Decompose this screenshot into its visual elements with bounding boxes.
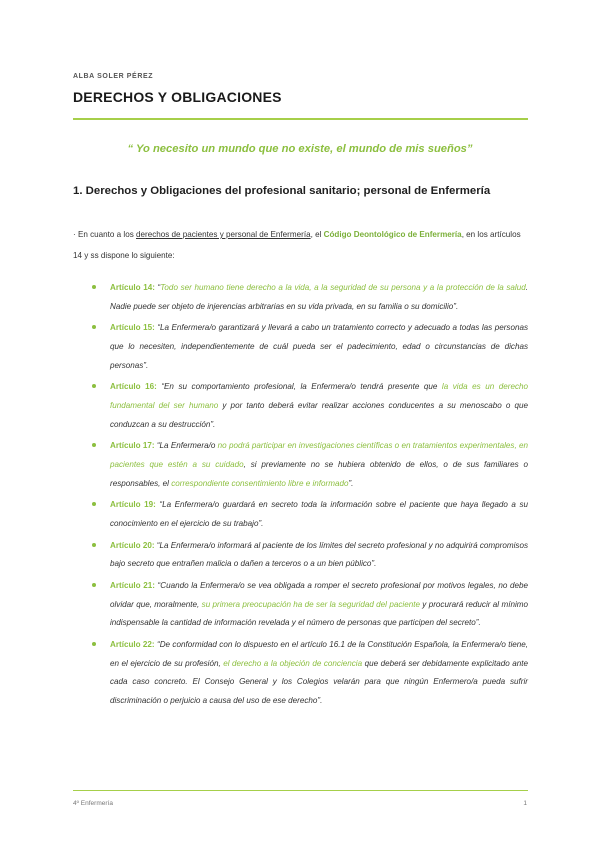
bullet-icon — [92, 443, 96, 447]
article-label: Artículo 22: — [110, 640, 155, 649]
article-highlight: Todo ser humano tiene derecho a la vida, a la seguridad de su persona y a la protección de la salud — [160, 283, 526, 292]
page-number: 1 — [523, 800, 527, 807]
article-text: “De conformidad con lo dispuesto en el artículo 16.1 de la Constitución Española, la Enfermera/o tiene, en el ejercicio de su profesión, — [110, 640, 528, 668]
bullet-icon — [92, 384, 96, 388]
article-highlight: el derecho a la objeción de conciencia — [223, 658, 363, 668]
article-text: y por tanto deberá evitar realizar acciones conducentes a su menoscabo o que conduzcan a su destrucción”. — [110, 400, 528, 429]
bullet-icon — [92, 543, 96, 547]
article-label: Artículo 17: — [110, 441, 155, 451]
article-label: Artículo 15: — [110, 323, 155, 333]
intro-underlined-text: derechos de pacientes y personal de Enfermería — [136, 230, 311, 239]
title-divider — [73, 118, 528, 120]
article-text: “La Enfermera/o — [154, 441, 218, 451]
intro-text-3: , en los artículos 14 y ss dispone lo siguiente: — [73, 230, 521, 260]
article-text: ”. — [348, 478, 354, 488]
list-item — [92, 437, 528, 493]
list-item — [92, 537, 528, 574]
bullet-icon — [92, 325, 96, 329]
article-text: que deberá ser debidamente explicitado ante cada caso concreto. El Consejo General y los Colegios velarán para que ningún Enfermero/a pueda sufrir discriminación o perjuicio a causa del uso de ese derecho”. — [110, 658, 528, 705]
footer-course: 4º Enfermería — [73, 800, 113, 807]
list-item — [92, 577, 528, 633]
article-text: y procurará reducir al mínimo indispensable la cantidad de información revelada y el número de personas que participen del secreto”. — [110, 599, 528, 628]
epigraph-quote: “ Yo necesito un mundo que no existe, el mundo de mis sueños” — [127, 143, 473, 155]
list-item — [92, 636, 528, 710]
list-item — [92, 279, 528, 316]
article-text: “La Enfermera/o informará al paciente de los límites del secreto profesional y no adquirirá compromisos bajo secreto que entrañen malicia o dañen a terceros o a un bien público”. — [110, 540, 528, 569]
article-label: Artículo 21: — [110, 581, 155, 591]
bullet-icon — [92, 583, 96, 587]
article-text: “ — [154, 283, 161, 292]
author-name: ALBA SOLER PÉREZ — [73, 73, 154, 80]
article-highlight: correspondiente consentimiento libre e informado — [171, 478, 349, 488]
article-label: Artículo 14: — [110, 283, 155, 292]
article-text: , si previamente no se hubiera obtenido de ellos, o de sus familiares o responsables, el — [110, 459, 528, 488]
bullet-icon — [92, 502, 96, 506]
intro-paragraph — [73, 224, 528, 266]
article-label: Artículo 20: — [110, 540, 155, 550]
bullet-icon — [92, 285, 96, 289]
article-highlight: su primera preocupación ha de ser la seguridad del paciente — [201, 599, 420, 609]
article-text: “La Enfermera/o garantizará y llevará a cabo un tratamiento correcto y adecuado a todas las personas que lo necesiten, independientemente de cuál pueda ser el padecimiento, edad o circunstancias de dichas personas”. — [110, 323, 528, 370]
article-highlight: no podrá participar en investigaciones científicas o en tratamientos experimentales, en pacientes que estén a su cuidado — [110, 441, 528, 469]
article-highlight: la vida es un derecho fundamental del ser humano — [110, 382, 528, 410]
bullet-icon — [92, 642, 96, 646]
articles-list — [92, 279, 528, 714]
article-text: . Nadie puede ser objeto de injerencias arbitrarias en su vida privada, en su familia o su domicilio”. — [110, 283, 528, 311]
section-heading: 1. Derechos y Obligaciones del profesional sanitario; personal de Enfermería — [73, 185, 491, 197]
article-label: Artículo 19: — [110, 500, 156, 510]
list-item — [92, 496, 528, 533]
intro-text-1: · En cuanto a los — [73, 230, 136, 239]
list-item — [92, 378, 528, 434]
intro-text-2: , el — [310, 230, 324, 239]
list-item — [92, 319, 528, 375]
footer-divider — [73, 790, 528, 791]
document-title: DERECHOS Y OBLIGACIONES — [73, 89, 282, 105]
code-name: Código Deontológico de Enfermería — [323, 230, 462, 239]
article-text: “Cuando la Enfermera/o se vea obligada a romper el secreto profesional por motivos legales, no debe olvidar que, moralmente, — [110, 581, 528, 609]
article-text: “En su comportamiento profesional, la Enfermera/o tendrá presente que — [156, 382, 442, 392]
article-text: “La Enfermera/o guardará en secreto toda la información sobre el paciente que haya llegado a su conocimiento en el ejercicio de su trabajo”. — [110, 500, 528, 528]
article-label: Artículo 16: — [110, 382, 157, 392]
